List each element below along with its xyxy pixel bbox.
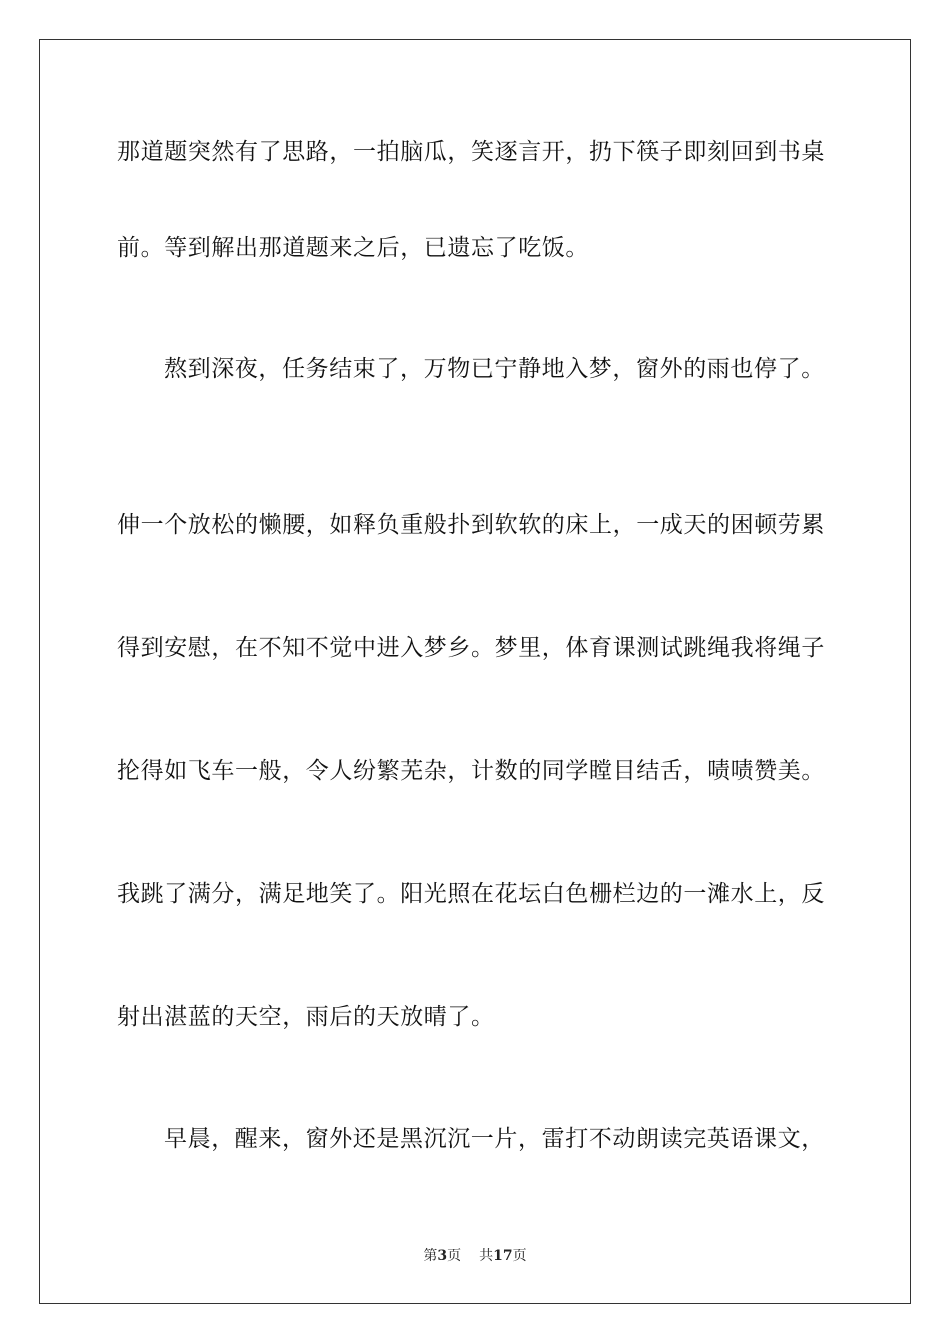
text-line: 那道题突然有了思路，一拍脑瓜，笑逐言开，扔下筷子即刻回到书桌 [117,139,825,165]
page-number: 3 [437,1248,448,1264]
page-footer [0,1247,950,1265]
text-line: 射出湛蓝的天空，雨后的天放晴了。 [117,1004,495,1030]
page-suffix: 页 [447,1248,462,1264]
page-border [39,39,911,1304]
page-prefix: 第 [423,1248,438,1264]
text-line: 抡得如飞车一般，令人纷繁芜杂，计数的同学瞠目结舌，啧啧赞美。 [117,758,825,784]
text-line: 得到安慰，在不知不觉中进入梦乡。梦里，体育课测试跳绳我将绳子 [117,635,825,661]
text-line: 前。等到解出那道题来之后，已遗忘了吃饭。 [117,235,589,261]
total-prefix: 共 [479,1248,494,1264]
text-line: 我跳了满分，满足地笑了。阳光照在花坛白色栅栏边的一滩水上，反 [117,881,825,907]
paragraph-first-line: 熬到深夜，任务结束了，万物已宁静地入梦，窗外的雨也停了。 [164,356,825,382]
total-suffix: 页 [512,1248,527,1264]
paragraph-first-line: 早晨，醒来，窗外还是黑沉沉一片，雷打不动朗读完英语课文， [164,1126,825,1152]
text-line: 伸一个放松的懒腰，如释负重般扑到软软的床上，一成天的困顿劳累 [117,512,825,538]
total-pages: 17 [493,1248,513,1264]
